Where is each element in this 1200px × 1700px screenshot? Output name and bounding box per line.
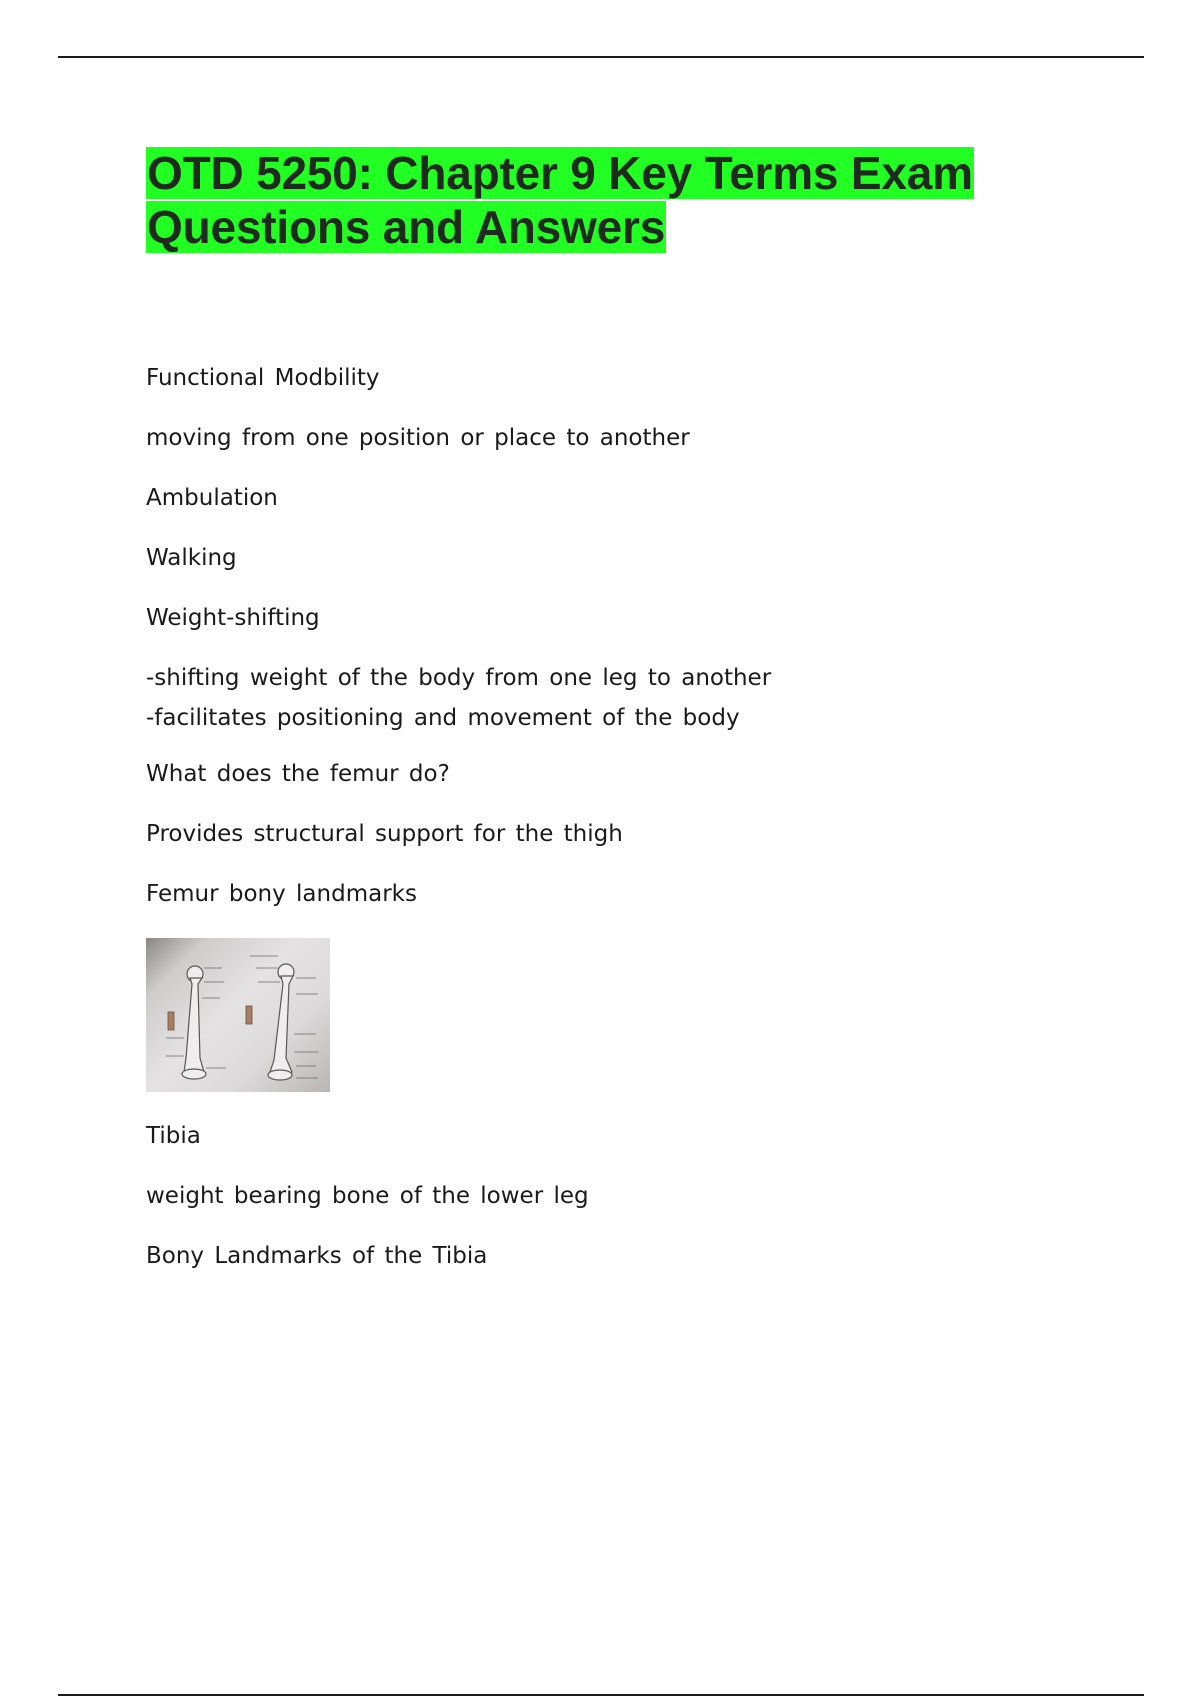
answer-tibia: weight bearing bone of the lower leg <box>146 1183 589 1209</box>
femur-diagram-photo <box>146 938 330 1092</box>
answer-functional-mobility: moving from one position or place to another <box>146 425 690 451</box>
page-title <box>146 146 1076 254</box>
qa-list <box>146 362 1076 1272</box>
femur-posterior-view <box>268 964 294 1080</box>
answer-weight-shifting: -shifting weight of the body from one leg to another -facilitates positioning and movement of the body <box>146 665 772 731</box>
femur-illustration <box>146 938 330 1092</box>
term-weight-shifting: Weight-shifting <box>146 605 320 631</box>
femur-anterior-view <box>182 966 206 1079</box>
answer-femur-function: Provides structural support for the thigh <box>146 821 623 847</box>
term-tibia: Tibia <box>146 1123 201 1149</box>
answer-ambulation: Walking <box>146 545 237 571</box>
document-body <box>146 146 1076 1300</box>
term-functional-mobility: Functional Modbility <box>146 365 380 391</box>
term-ambulation: Ambulation <box>146 485 278 511</box>
term-tibia-landmarks: Bony Landmarks of the Tibia <box>146 1243 488 1269</box>
term-femur-landmarks: Femur bony landmarks <box>146 881 417 907</box>
femur-cross-sections <box>168 1006 252 1030</box>
term-femur-function: What does the femur do? <box>146 761 450 787</box>
bottom-rule <box>58 1694 1144 1696</box>
top-rule <box>58 56 1144 58</box>
title-highlight: OTD 5250: Chapter 9 Key Terms Exam Questions and Answers <box>147 147 973 253</box>
